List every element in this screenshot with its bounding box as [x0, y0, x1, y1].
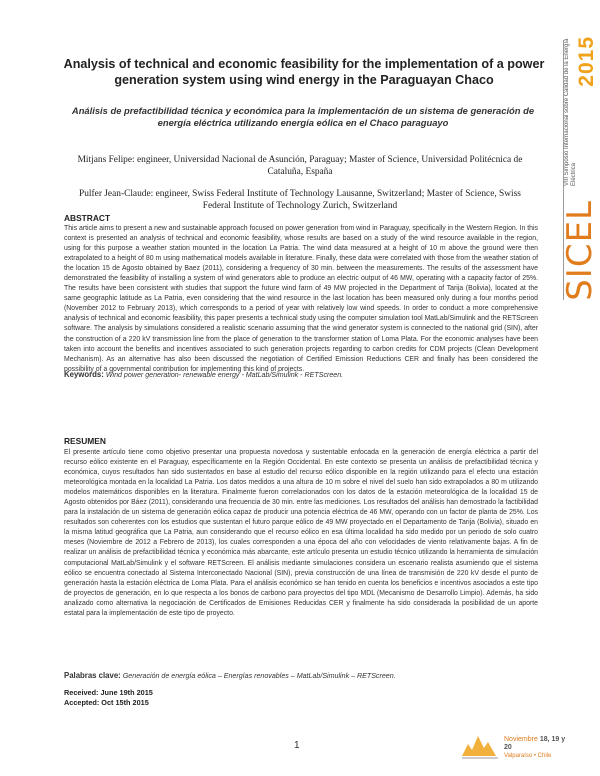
resumen-body: El presente artículo tiene como objetivo presentar una propuesta novedosa y sustentable enfocada en la generación de energía eléctrica a partir del recurso eólico existente en el Paraguay, específicamente en la Región Occidental. En este contexto se presenta un análisis de prefactibilidad técnica y económica, cuyos resultados han sido sustentados en base al estudio del recurso eólico disponible en la región utilizando para el efecto una estación meteorológica montada en la localidad La Patria. Los datos medidos a una altura de 10 m sobre el nivel del suelo han sido extrapolados a 80 m utilizando modelos matemáticos disponibles en la literatura. Finalmente fueron correlacionados con los datos de la estación meteorológica de la localidad 15 de Agosto obtenidos por Báez (2011), considerando una frecuencia de 30 min. entre las mediciones. Los resultados del análisis han demostrado la factibilidad para la instalación de un sistema de generación eólica capaz de producir una potencia eléctrica de 46 MW, operando con un factor de planta de 25%. Los resultados son coherentes con los estudios que sustentan el futuro parque eólico de 49 MW proyectado en el Departamento de Tarija (Bolivia), situado en la misma latitud geográfica que La Patria, aun considerando que el recurso eólico en esa última localidad ha sido medido por un periodo de solo cuatro meses (Noviembre de 2012 a Febrero de 2013), los cuales corresponden a una época del año con velocidades de viento relativamente bajas. A fin de realizar un análisis de prefactibilidad técnica y económica más abarcante, este artículo presenta un estudio técnico utilizando la herramienta de simulación computacional MatLab/Simulink y el software RETScreen. El análisis mediante simulaciones considera un escenario realista asumiendo que el sistema eólico se encuentra conectado al Sistema Interconectado Nacional (SIN), previa construcción de una línea de transmisión de 220 kV desde el punto de generación hasta la estación eléctrica de Loma Plata. Para el análisis económico se han tenido en cuenta los beneficios e incentivos asociados a este tipo de proyectos de generación, en lo que respecta a los bonos de carbono para proyectos del tipo MDL (Mecanismo de Desarrollo Limpio). Además, ha sido analizado como alternativa la negociación de Certificados de Emisiones Reducidas CER y finalmente ha sido considerada la posibilidad de un aporte estatal para la implementación de este tipo de proyecto. [64, 449, 538, 617]
keywords-es [64, 671, 538, 681]
submission-dates [64, 688, 153, 708]
paper-title: Analysis of technical and economic feasibility for the implementation of a power generation system using wind energy in the Paraguayan Chaco [63, 57, 545, 87]
accepted-date: Accepted: Oct 15th 2015 [64, 698, 149, 707]
keywords-text: Wind power generation- renewable energy - MatLab/Simulink - RETScreen. [105, 371, 344, 379]
keywords-label: Keywords: [64, 370, 104, 379]
page-number: 1 [294, 740, 300, 751]
author-pulfer: Pulfer Jean-Claude: engineer, Swiss Federal Institute of Technology Lausanne, Switzerland; Master of Science, Swiss Federal Institute of Technology Zurich, Switzerland [79, 189, 521, 211]
event-badge [460, 730, 570, 760]
resumen-heading: RESUMEN [64, 436, 106, 446]
palabras-clave-label: Palabras clave: [64, 671, 121, 680]
author-mitjans: Mitjans Felipe: engineer, Universidad Nacional de Asunción, Paraguay; Master of Science, Universidad Politécnica de Cataluña, España [77, 155, 523, 177]
brand-subtitle: VIII Simposio Internacional sobre Calidad de la Energía Eléctrica [564, 38, 577, 186]
brand-year: 2015 [575, 36, 598, 87]
palabras-clave-text: Generación de energía eólica – Energías renovables – MatLab/Simulink – RETScreen. [122, 672, 396, 680]
event-logo-icon [460, 730, 500, 760]
received-date: Received: June 19th 2015 [64, 688, 153, 697]
keywords-en [64, 370, 538, 380]
event-month: Noviembre [504, 736, 538, 743]
abstract-heading: ABSTRACT [64, 213, 111, 223]
abstract-body: This article aims to present a new and sustainable approach focused on power generation from wind in Paraguay, specifically in the Western Region. In this context is presented an analysis of technical and economic feasibility, whose results are based on a study of the wind resource available in the region, using for this purpose a weather station mounted in the location La Patria. The wind data measured at a height of 10 m above the ground were then extrapolated to a height of 80 m using mathematical models available in literature. Finally, these data were correlated with those from the weather station of the location 15 de Agosto obtained by Baez (2011), considering a frequency of 30 min. between the measurements. The results of the assessment have demonstrated the feasibility of installing a system of wind generators able to produce an electric output of 46 MW, operating with a capacity factor of 25%. The results have been consistent with studies that support the future wind farm of 49 MW projected in the Department of Tarija (Bolivia), located at the same geographic latitude as La Patria, even considering that the wind resource in the last location has been measured only during a four months period (November 2012 to February 2013), which corresponds to a period of year with relatively low wind speeds. In order to conduct a more comprehensive analysis of technical and economic feasibility, this paper presents a technical study using the computer simulation tool MatLab/Simulink and the RETScreen software. The analysis by simulations considered a realistic scenario assuming that the wind generator system is connected to the national grid (SIN), after the construction of a 220 kV transmission line from the place of generation to the transformer station of Loma Plata. For the economic analyses have been taken into account the benefits and incentives associated to such generation projects regarding to carbon credits for CDM projects (Clean Development Mechanism). As an alternative has also been discussed the negotiation of Certified Emission Reductions CER and finally has been considered the possibility of a governmental contribution for implementing this kind of projects. [64, 225, 538, 373]
event-info [504, 736, 570, 760]
event-days: 18, 19 y 20 [504, 736, 566, 751]
event-place: Valparaíso • Chile [504, 753, 552, 759]
paper-subtitle: Análisis de prefactibilidad técnica y económica para la implementación de un sistema de generación de energía eléctrica utilizando energía eólica en el Chaco paraguayo [71, 105, 535, 128]
brand-name: SICEL [560, 200, 600, 301]
